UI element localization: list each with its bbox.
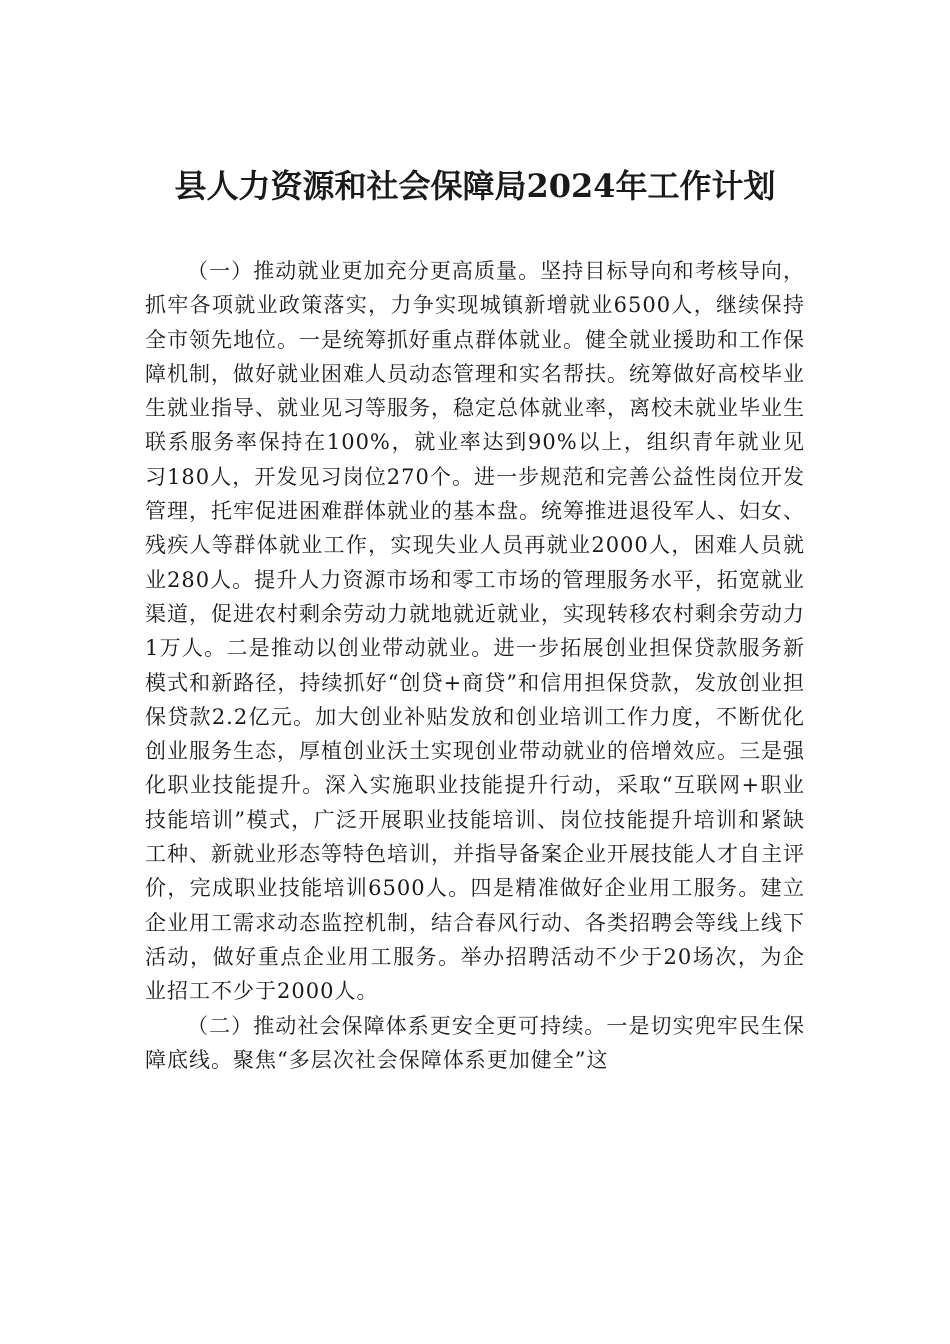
document-title: 县人力资源和社会保障局2024年工作计划 — [174, 167, 776, 205]
paragraph-text: 一是切实兜牢民生保障底线。聚焦“多层次社会保障体系更加健全”这 — [145, 1013, 805, 1072]
paragraph-text: 坚持目标导向和考核导向，抓牢各项就业政策落实，力争实现城镇新增就业6500人，继续保持全市领先地位。一是统筹抓好重点群体就业。健全就业援助和工作保障机制，做好就业困难人员动态管理和实名帮扶。统筹做好高校毕业生就业指导、就业见习等服务，稳定总体就业率，离校未就业毕业生联系服务率保持在100%，就业率达到90%以上，组织青年就业见习180人，开发见习岗位270个。进一步规范和完善公益性岗位开发管理，托牢促进困难群体就业的基本盘。统筹推进退役军人、妇女、残疾人等群体就业工作，实现失业人员再就业2000人，困难人员就业280人。提升人力资源市场和零工市场的管理服务水平，拓宽就业渠道，促进农村剩余劳动力就地就近就业，实现转移农村剩余劳动力1万人。二是推动以创业带动就业。进一步拓展创业担保贷款服务新模式和新路径，持续抓好“创贷+商贷”和信用担保贷款，发放创业担保贷款2.2亿元。加大创业补贴发放和创业培训工作力度，不断优化创业服务生态，厚植创业沃土实现创业带动就业的倍增效应。三是强化职业技能提升。深入实施职业技能提升行动，采取“互联网+职业技能培训”模式，广泛开展职业技能培训、岗位技能提升培训和紧缺工种、新就业形态等特色培训，并指导备案企业开展技能人才自主评价，完成职业技能培训6500人。四是精准做好企业用工服务。建立企业用工需求动态监控机制，结合春风行动、各类招聘会等线上线下活动，做好重点企业用工服务。举办招聘活动不少于20场次，为企业招工不少于2000人。 — [145, 259, 806, 1004]
paragraph-heading: （二）推动社会保障体系更安全更可持续。 — [187, 1013, 607, 1038]
paragraph-heading: （一）推动就业更加充分更高质量。 — [187, 259, 541, 283]
paragraph-social-security — [145, 1009, 805, 1078]
document-body — [145, 254, 805, 1077]
paragraph-employment — [145, 254, 805, 1009]
